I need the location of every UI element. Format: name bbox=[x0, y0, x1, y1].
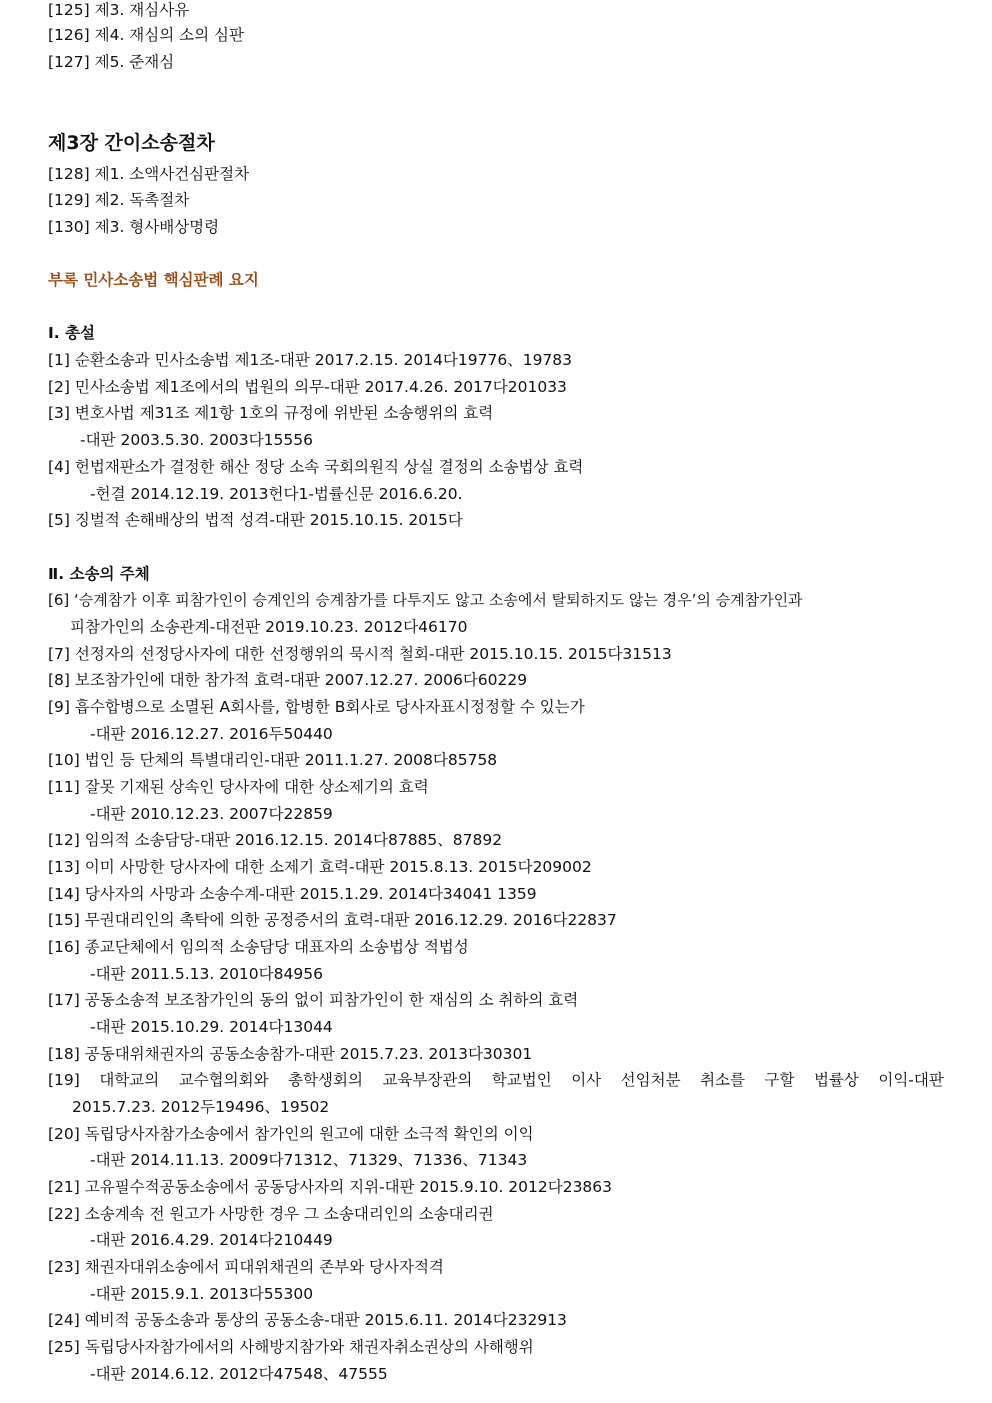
toc-item: [129] 제2. 독촉절차 bbox=[48, 191, 190, 209]
case-line: [13] 이미 사망한 당사자에 대한 소제기 효력-대판 2015.8.13. 2015다209002 bbox=[48, 858, 592, 876]
toc-item: [126] 제4. 재심의 소의 심판 bbox=[48, 26, 244, 44]
case-line-justified bbox=[48, 1070, 944, 1090]
word: 총학생회의 bbox=[288, 1071, 363, 1089]
case-line: [14] 당사자의 사망과 소송수계-대판 2015.1.29. 2014다34041 1359 bbox=[48, 885, 537, 903]
case-line: [8] 보조참가인에 대한 참가적 효력-대판 2007.12.27. 2006다60229 bbox=[48, 671, 528, 689]
case-line: [1] 순환소송과 민사소송법 제1조-대판 2017.2.15. 2014다19776、19783 bbox=[48, 351, 573, 369]
appendix-title: 부록 민사소송법 핵심판례 요지 bbox=[48, 271, 259, 289]
case-citation: -대판 2011.5.13. 2010다84956 bbox=[90, 965, 323, 983]
word: 구할 bbox=[764, 1071, 795, 1089]
toc-item: [128] 제1. 소액사건심판절차 bbox=[48, 165, 250, 183]
case-line: [4] 헌법재판소가 결정한 해산 정당 소속 국회의원직 상실 결정의 소송법상 효력 bbox=[48, 458, 584, 476]
case-line: [5] 징벌적 손해배상의 법적 성격-대판 2015.10.15. 2015다 bbox=[48, 511, 463, 529]
case-line: [15] 무권대리인의 촉탁에 의한 공정증서의 효력-대판 2016.12.29. 2016다22837 bbox=[48, 911, 617, 929]
word: 학교법인 bbox=[491, 1071, 552, 1089]
case-citation: -대판 2016.12.27. 2016두50440 bbox=[90, 725, 333, 743]
case-line: [25] 독립당사자참가에서의 사해방지참가와 채권자취소권상의 사해행위 bbox=[48, 1338, 534, 1356]
case-line: [23] 채권자대위소송에서 피대위채권의 존부와 당사자적격 bbox=[48, 1258, 444, 1276]
word: 취소를 bbox=[700, 1071, 745, 1089]
case-citation: -대판 2015.9.1. 2013다55300 bbox=[90, 1285, 314, 1303]
case-line: [12] 임의적 소송담당-대판 2016.12.15. 2014다87885、87892 bbox=[48, 831, 503, 849]
case-line: [16] 종교단체에서 임의적 소송담당 대표자의 소송법상 적법성 bbox=[48, 938, 469, 956]
case-line: [22] 소송계속 전 원고가 사망한 경우 그 소송대리인의 소송대리권 bbox=[48, 1205, 494, 1223]
case-line: [3] 변호사법 제31조 제1항 1호의 규정에 위반된 소송행위의 효력 bbox=[48, 404, 494, 422]
case-line: [10] 법인 등 단체의 특별대리인-대판 2011.1.27. 2008다85758 bbox=[48, 751, 498, 769]
case-line: [2] 민사소송법 제1조에서의 법원의 의무-대판 2017.4.26. 2017다201033 bbox=[48, 378, 567, 396]
case-citation: -대판 2003.5.30. 2003다15556 bbox=[80, 431, 313, 449]
case-citation: -대판 2014.11.13. 2009다71312、71329、71336、71343 bbox=[90, 1151, 528, 1169]
section-heading: Ⅰ. 총설 bbox=[48, 324, 95, 342]
word: 이익-대판 bbox=[878, 1071, 944, 1089]
case-line: [21] 고유필수적공동소송에서 공동당사자의 지위-대판 2015.9.10. 2012다23863 bbox=[48, 1178, 613, 1196]
case-line: [7] 선정자의 선정당사자에 대한 선정행위의 묵시적 철회-대판 2015.10.15. 2015다31513 bbox=[48, 645, 672, 663]
toc-item: [125] 제3. 재심사유 bbox=[48, 1, 190, 19]
case-line: [20] 독립당사자참가소송에서 참가인의 원고에 대한 소극적 확인의 이익 bbox=[48, 1125, 534, 1143]
case-line: [6] ‘승계참가 이후 피참가인이 승계인의 승계참가를 다투지도 않고 소송에서 탈퇴하지도 않는 경우’의 승계참가인과 bbox=[48, 591, 803, 609]
word: 이사 bbox=[571, 1071, 602, 1089]
case-line: [9] 흡수합병으로 소멸된 A회사를, 합병한 B회사로 당사자표시정정할 수 있는가 bbox=[48, 698, 585, 716]
case-citation: -대판 2016.4.29. 2014다210449 bbox=[90, 1231, 333, 1249]
case-line: [17] 공동소송적 보조참가인의 동의 없이 피참가인이 한 재심의 소 취하의 효력 bbox=[48, 991, 579, 1009]
word: 법률상 bbox=[813, 1071, 859, 1089]
case-line: [11] 잘못 기재된 상속인 당사자에 대한 상소제기의 효력 bbox=[48, 778, 429, 796]
case-line: [18] 공동대위채권자의 공동소송참가-대판 2015.7.23. 2013다30301 bbox=[48, 1045, 533, 1063]
case-citation: -대판 2014.6.12. 2012다47548、47555 bbox=[90, 1365, 388, 1383]
section-heading: Ⅱ. 소송의 주체 bbox=[48, 565, 150, 583]
word: 선임처분 bbox=[620, 1071, 681, 1089]
word: [19] bbox=[48, 1071, 80, 1089]
case-citation: -대판 2010.12.23. 2007다22859 bbox=[90, 805, 333, 823]
word: 대학교의 bbox=[99, 1071, 160, 1089]
word: 교육부장관의 bbox=[382, 1071, 473, 1089]
case-line: [24] 예비적 공동소송과 통상의 공동소송-대판 2015.6.11. 2014다232913 bbox=[48, 1311, 567, 1329]
chapter-title: 제3장 간이소송절차 bbox=[48, 132, 215, 154]
word: 교수협의회와 bbox=[178, 1071, 269, 1089]
case-line-continued: 2015.7.23. 2012두19496、19502 bbox=[72, 1098, 330, 1116]
case-line-continued: 피참가인의 소송관계-대전판 2019.10.23. 2012다46170 bbox=[70, 618, 468, 636]
toc-item: [130] 제3. 형사배상명령 bbox=[48, 218, 220, 236]
case-citation: -헌결 2014.12.19. 2013헌다1-법률신문 2016.6.20. bbox=[90, 485, 463, 503]
case-citation: -대판 2015.10.29. 2014다13044 bbox=[90, 1018, 333, 1036]
toc-item: [127] 제5. 준재심 bbox=[48, 53, 175, 71]
